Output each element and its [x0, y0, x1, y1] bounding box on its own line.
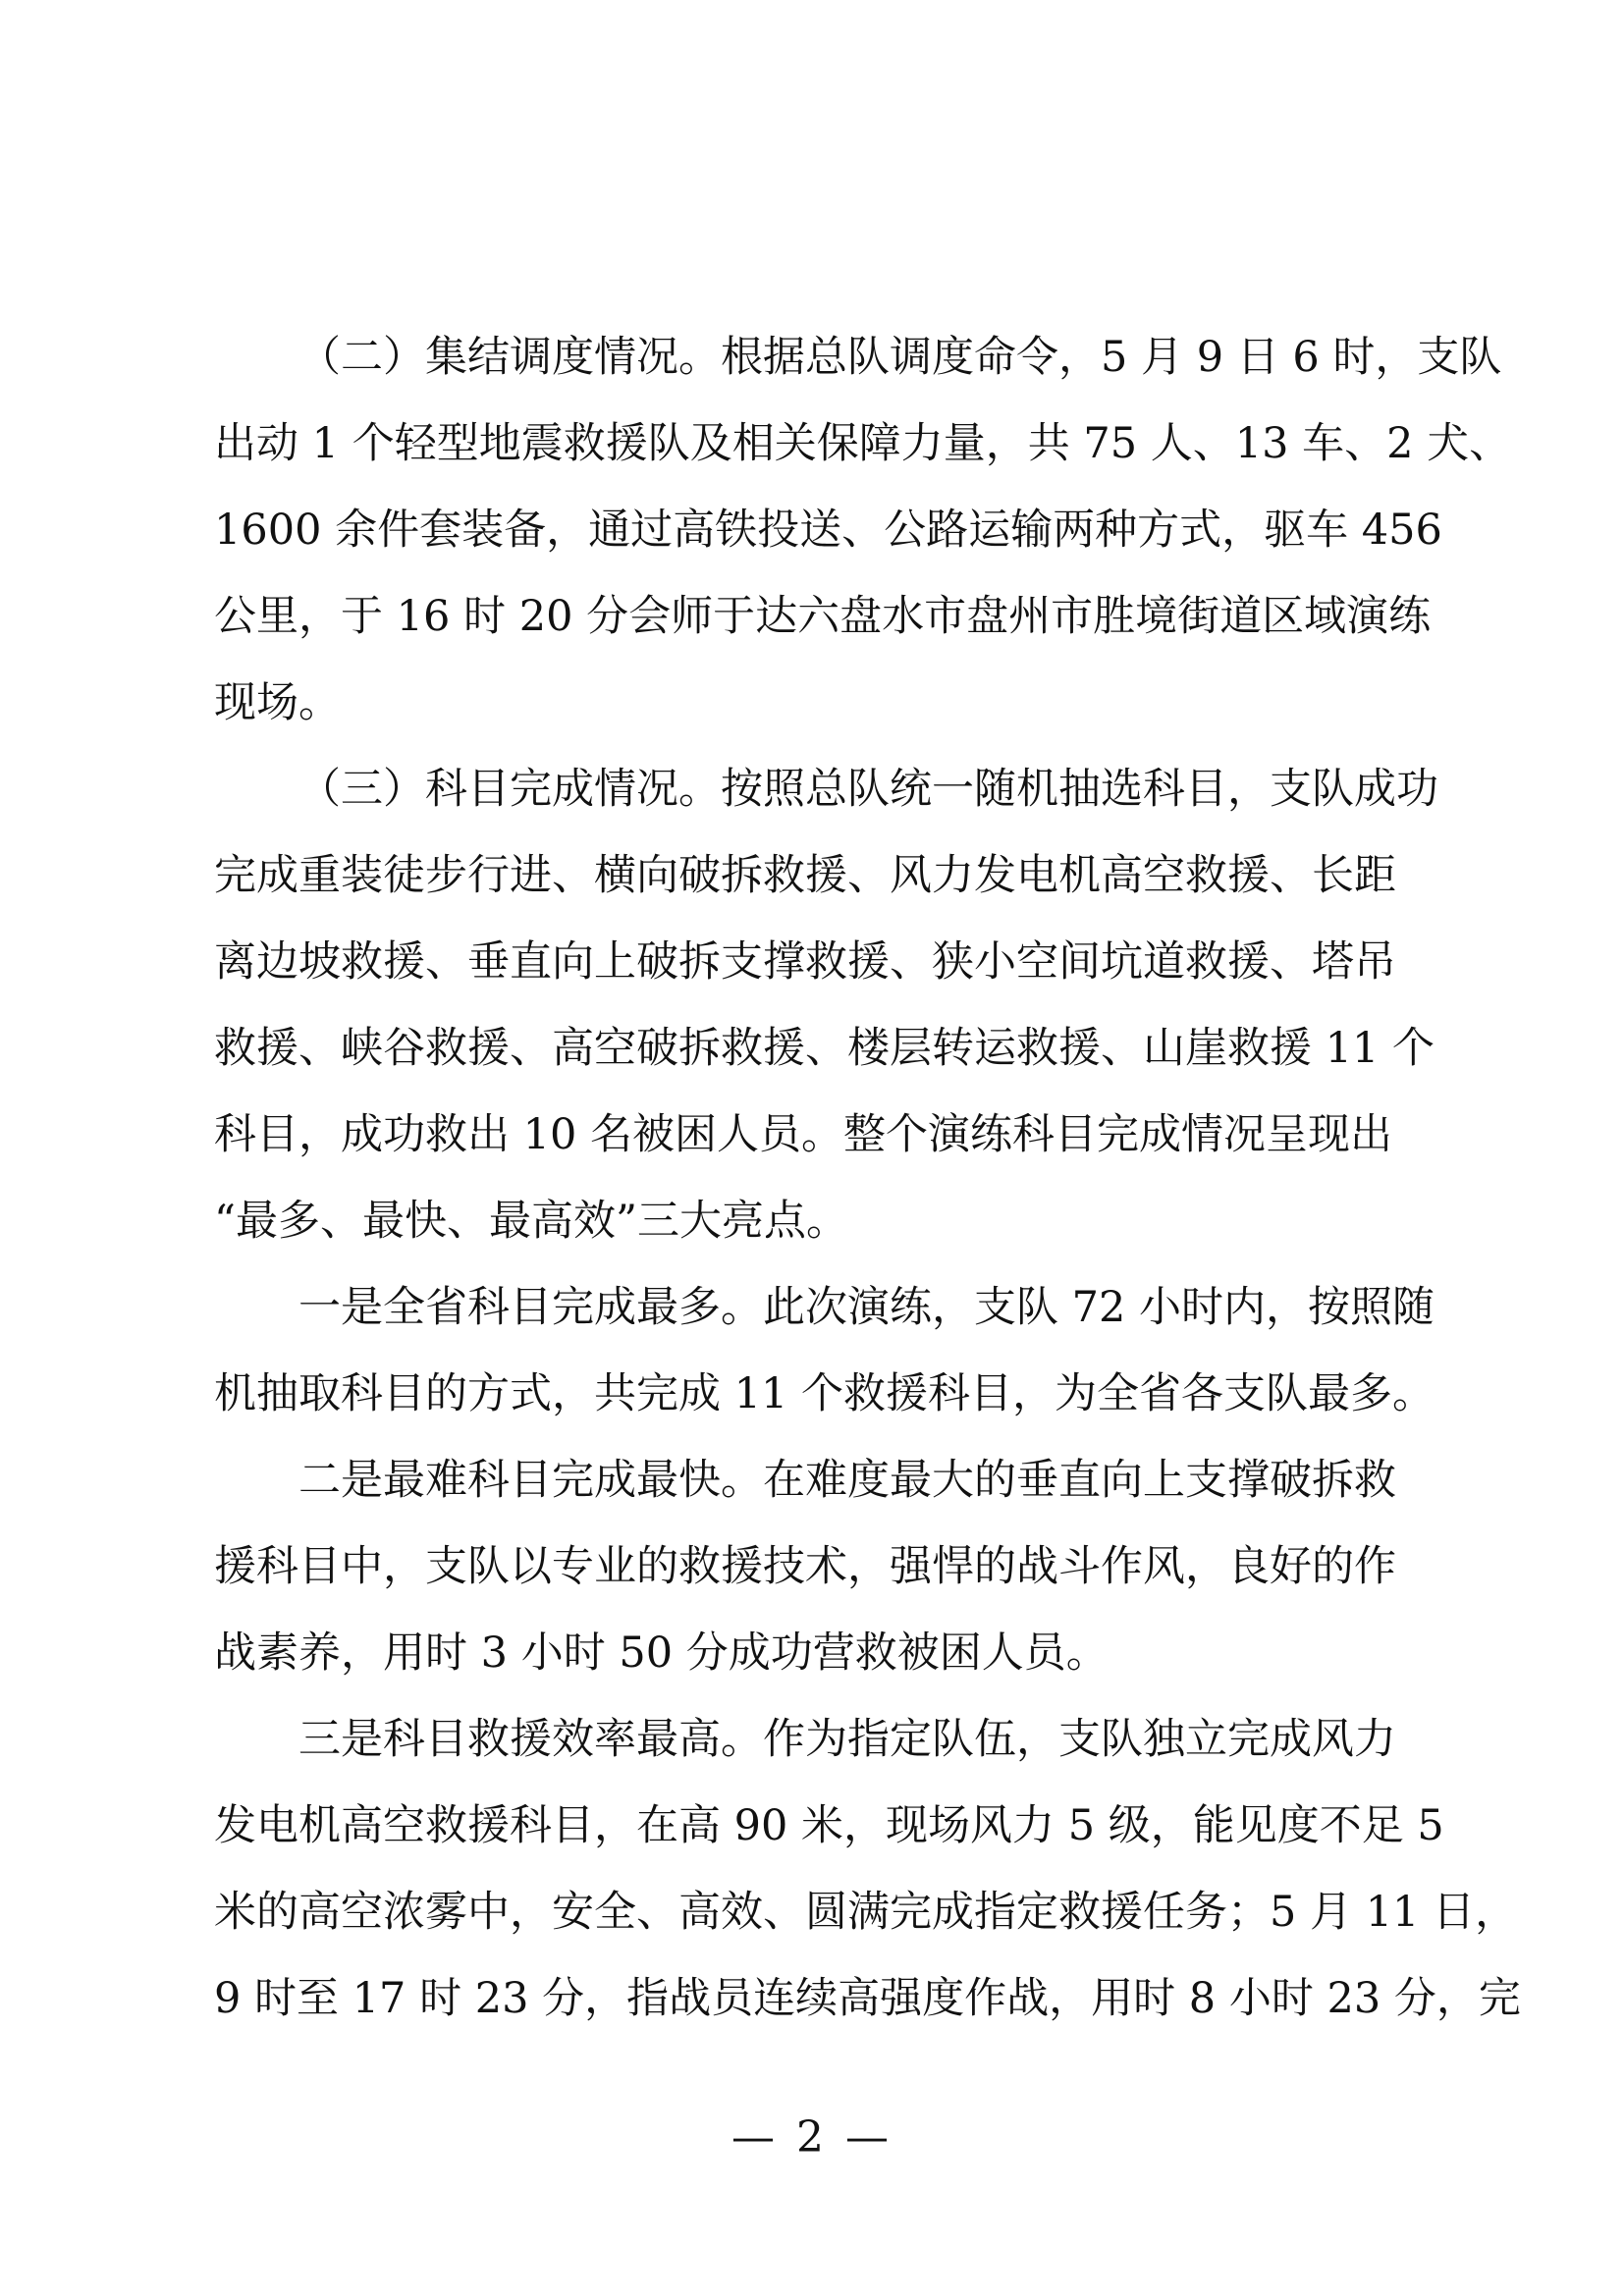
highlight-3-line-3: 米的高空浓雾中，安全、高效、圆满完成指定救援任务；5 月 11 日， — [214, 1888, 1518, 1937]
paragraph-2-line-1: （二）集结调度情况。根据总队调度命令，5 月 9 日 6 时，支队 — [298, 333, 1502, 382]
highlight-1-line-2: 机抽取科目的方式，共完成 11 个救援科目，为全省各支队最多。 — [214, 1369, 1435, 1418]
paragraph-2-line-4: 公里，于 16 时 20 分会师于达六盘水市盘州市胜境街道区域演练 — [214, 592, 1432, 641]
highlight-3-line-1: 三是科目救援效率最高。作为指定队伍，支队独立完成风力 — [298, 1715, 1396, 1764]
paragraph-3-line-6: “最多、最快、最高效”三大亮点。 — [214, 1197, 848, 1246]
highlight-1-line-1: 一是全省科目完成最多。此次演练，支队 72 小时内，按照随 — [298, 1283, 1435, 1332]
paragraph-3-line-5: 科目，成功救出 10 名被困人员。整个演练科目完成情况呈现出 — [214, 1110, 1393, 1159]
paragraph-3-line-2: 完成重装徒步行进、横向破拆救援、风力发电机高空救援、长距 — [214, 851, 1396, 900]
paragraph-2-line-5: 现场。 — [214, 678, 341, 727]
highlight-2-line-1: 二是最难科目完成最快。在难度最大的垂直向上支撑破拆救 — [298, 1456, 1396, 1505]
highlight-3-line-2: 发电机高空救援科目，在高 90 米，现场风力 5 级，能见度不足 5 — [214, 1801, 1444, 1850]
highlight-3-line-4: 9 时至 17 时 23 分，指战员连续高强度作战，用时 8 小时 23 分，完 — [214, 1974, 1521, 2023]
highlight-2-line-3: 战素养，用时 3 小时 50 分成功营救被困人员。 — [214, 1629, 1109, 1678]
paragraph-2-line-2: 出动 1 个轻型地震救援队及相关保障力量，共 75 人、13 车、2 犬、 — [214, 419, 1512, 468]
paragraph-3-line-1: （三）科目完成情况。按照总队统一随机抽选科目，支队成功 — [298, 765, 1438, 814]
paragraph-3-line-4: 救援、峡谷救援、高空破拆救援、楼层转运救援、山崖救援 11 个 — [214, 1024, 1435, 1073]
paragraph-3-line-3: 离边坡救援、垂直向上破拆支撑救援、狭小空间坑道救援、塔吊 — [214, 937, 1396, 987]
paragraph-2-line-3: 1600 余件套装备，通过高铁投送、公路运输两种方式，驱车 456 — [214, 506, 1442, 555]
highlight-2-line-2: 援科目中，支队以专业的救援技术，强悍的战斗作风，良好的作 — [214, 1542, 1396, 1591]
page-number: — 2 — — [731, 2112, 893, 2163]
